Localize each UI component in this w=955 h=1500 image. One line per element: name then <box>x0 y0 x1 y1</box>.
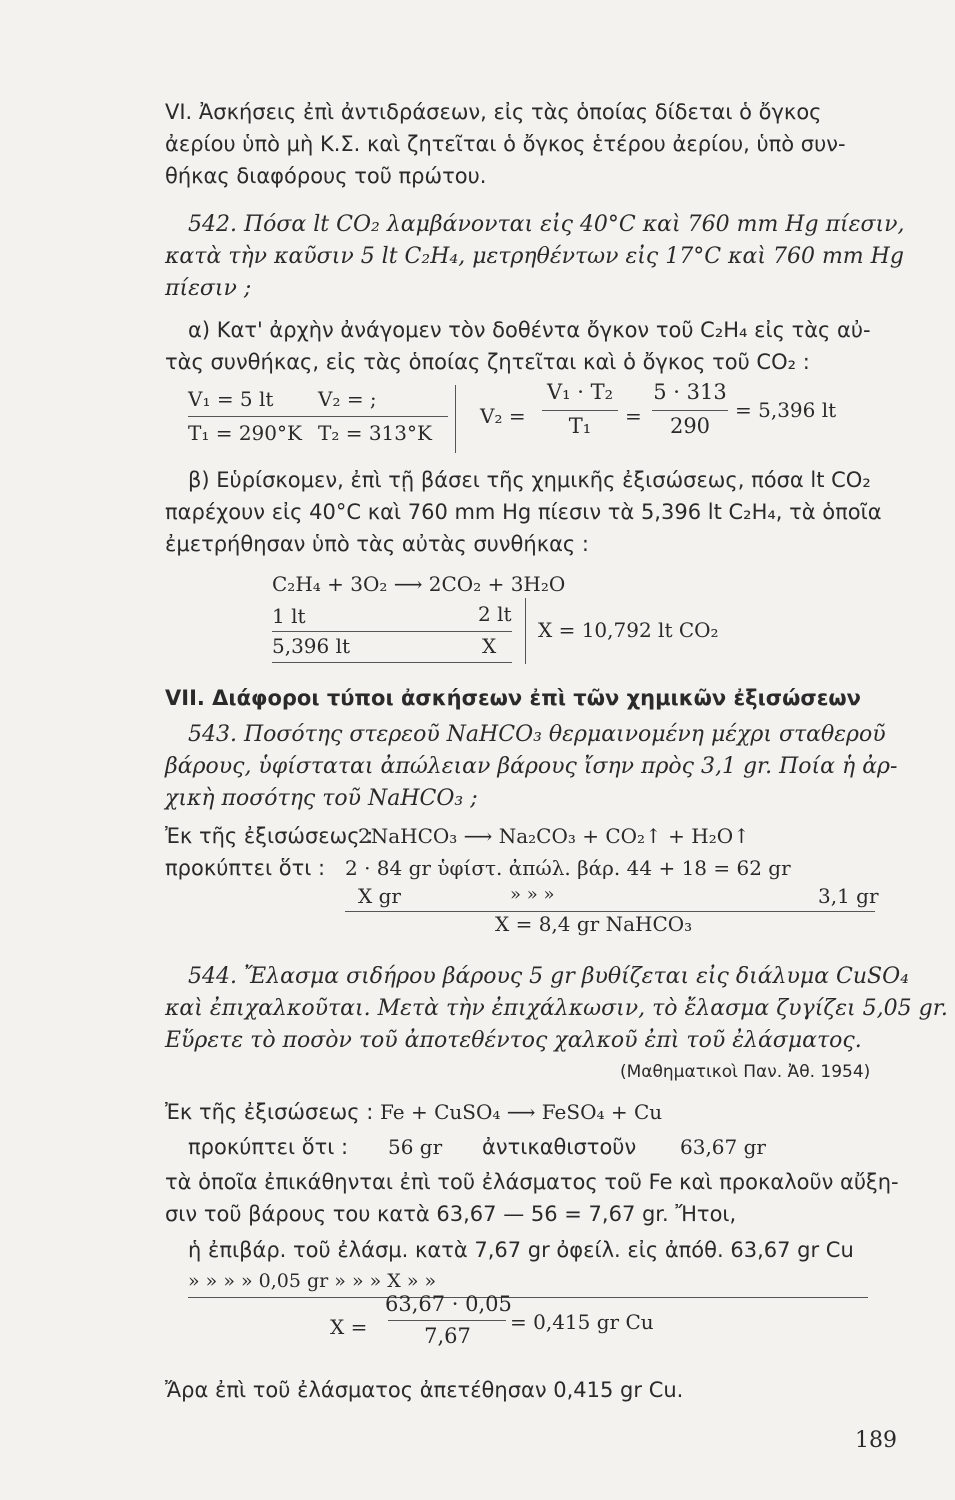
fraction-numerator: V₁ · T₂ <box>546 380 614 404</box>
fraction-bar <box>652 410 728 411</box>
exercise-544-question: καὶ ἐπιχαλκοῦται. Μετὰ τὴν ἐπιχάλκωσιν, τὸ ἔλασμα ζυγίζει 5,05 gr. <box>165 996 948 1021</box>
copper-result: = 0,415 gr Cu <box>510 1310 654 1334</box>
equals-sign: = <box>625 404 642 428</box>
calc-rule <box>188 1297 868 1298</box>
fraction-bar <box>542 410 618 411</box>
section-vi-text: ἀερίου ὑπὸ μὴ Κ.Σ. καὶ ζητεῖται ὁ ὄγκος ἑτέρου ἀερίου, ὑπὸ συν- <box>165 132 846 156</box>
exercise-542-step-b: παρέχουν εἰς 40°C καὶ 760 mm Hg πίεσιν τὰ 5,396 lt C₂H₄, τὰ ὁποῖα <box>165 500 882 524</box>
section-vi-heading: VI. Ἀσκήσεις ἐπὶ ἀντιδράσεων, εἰς τὰς ὁποίας δίδεται ὁ ὄγκος <box>165 100 822 124</box>
exercise-542-step-a: τὰς συνθήκας, εἰς τὰς ὁποίας ζητεῖται καὶ ὁ ὄγκος τοῦ CO₂ : <box>165 350 810 374</box>
decomposition-equation: 2NaHCO₃ ⟶ Na₂CO₃ + CO₂↑ + H₂O↑ <box>358 824 750 848</box>
result-label: προκύπτει ὅτι : <box>188 1135 349 1159</box>
fraction-bar <box>388 1320 506 1321</box>
exercise-542-step-a: α) Κατ' ἀρχὴν ἀνάγομεν τὸν δοθέντα ὄγκον τοῦ C₂H₄ εἰς τὰς αὐ- <box>188 318 871 342</box>
exercise-543-question: 543. Ποσότης στερεοῦ NaHCO₃ θερμαινομένη μέχρι σταθεροῦ <box>188 722 886 747</box>
exercise-source: (Μαθηματικοὶ Παν. Ἀθ. 1954) <box>620 1062 871 1082</box>
replaces-text: ἀντικαθιστοῦν <box>482 1135 637 1159</box>
displacement-equation: Fe + CuSO₄ ⟶ FeSO₄ + Cu <box>380 1100 663 1124</box>
v1-value: V₁ = 5 lt <box>188 387 274 411</box>
exercise-542-question: πίεσιν ; <box>165 276 252 301</box>
ratio-right: 2 lt <box>478 602 512 626</box>
exercise-544-text: ἡ ἐπιβάρ. τοῦ ἐλάσμ. κατὰ 7,67 gr ὀφείλ. εἰς ἀπόθ. 63,67 gr Cu <box>188 1238 854 1262</box>
result-label: προκύπτει ὅτι : <box>165 856 326 880</box>
fraction-denominator: 290 <box>669 414 711 438</box>
exercise-542-step-b: ἐμετρήθησαν ὑπὸ τὰς αὐτὰς συνθήκας : <box>165 532 589 556</box>
equation-label: Ἐκ τῆς ἐξισώσεως : <box>165 824 374 848</box>
ratio-left: 5,396 lt <box>272 634 351 658</box>
gas-law-rule <box>188 416 448 417</box>
ratio-right: X <box>482 634 497 658</box>
row-x: X gr <box>358 884 401 908</box>
page-number: 189 <box>855 1428 897 1453</box>
gas-law-divider <box>455 385 456 453</box>
equation-label: Ἐκ τῆς ἐξισώσεως : <box>165 1100 374 1124</box>
ratio-rule <box>272 662 512 663</box>
final-answer: Ἄρα ἐπὶ τοῦ ἐλάσματος ἀπετέθησαν 0,415 gr Cu. <box>165 1378 684 1402</box>
ratio-left: 1 lt <box>272 604 306 628</box>
t1-value: T₁ = 290°K <box>188 421 302 445</box>
fraction-numerator: 63,67 · 0,05 <box>385 1292 512 1316</box>
iron-mass: 56 gr <box>388 1135 443 1159</box>
nahco3-result: X = 8,4 gr NaHCO₃ <box>495 912 693 936</box>
t2-value: T₂ = 313°K <box>318 421 432 445</box>
fraction-numerator: 5 · 313 <box>653 380 727 404</box>
exercise-544-question: Εὕρετε τὸ ποσὸν τοῦ ἀποτεθέντος χαλκοῦ ἐπὶ τοῦ ἐλάσματος. <box>165 1028 862 1053</box>
section-vii-heading: VII. Διάφοροι τύποι ἀσκήσεων ἐπὶ τῶν χημικῶν ἐξισώσεων <box>165 686 861 710</box>
combustion-reaction: C₂H₄ + 3O₂ ⟶ 2CO₂ + 3H₂O <box>272 572 566 596</box>
section-vi-text: θήκας διαφόρους τοῦ πρώτου. <box>165 164 487 188</box>
volume-result: = 5,396 lt <box>735 398 837 422</box>
mass-relation: 2 · 84 gr ὑφίστ. ἀπώλ. βάρ. 44 + 18 = 62 gr <box>345 856 791 880</box>
co2-result: X = 10,792 lt CO₂ <box>538 618 719 642</box>
exercise-542-step-b: β) Εὑρίσκομεν, ἐπὶ τῇ βάσει τῆς χημικῆς ἐξισώσεως, πόσα lt CO₂ <box>188 468 871 492</box>
v2-equation: V₂ = <box>480 404 526 428</box>
exercise-544-ditto-row: » » » » 0,05 gr » » » X » » <box>188 1270 437 1292</box>
fraction-denominator: T₁ <box>568 414 592 438</box>
copper-mass: 63,67 gr <box>680 1135 766 1159</box>
ratio-divider <box>525 598 526 664</box>
exercise-542-question: 542. Πόσα lt CO₂ λαμβάνονται εἰς 40°C καὶ 760 mm Hg πίεσιν, <box>188 212 905 237</box>
row-ditto: » » » <box>510 884 555 905</box>
x-equation: X = <box>330 1315 368 1339</box>
exercise-543-question: χικὴ ποσότης τοῦ NaHCO₃ ; <box>165 786 478 811</box>
exercise-543-question: βάρους, ὑφίσταται ἀπώλειαν βάρους ἴσην πρὸς 3,1 gr. Ποία ἡ ἀρ- <box>165 754 898 779</box>
exercise-544-text: τὰ ὁποῖα ἐπικάθηνται ἐπὶ τοῦ ἐλάσματος τοῦ Fe καὶ προκαλοῦν αὔξη- <box>165 1170 899 1194</box>
v2-value: V₂ = ; <box>318 387 377 411</box>
ratio-rule <box>272 631 512 632</box>
exercise-542-question: κατὰ τὴν καῦσιν 5 lt C₂H₄, μετρηθέντων εἰς 17°C καὶ 760 mm Hg <box>165 244 904 269</box>
row-loss: 3,1 gr <box>818 884 879 908</box>
fraction-denominator: 7,67 <box>424 1324 471 1348</box>
exercise-544-question: 544. Ἔλασμα σιδήρου βάρους 5 gr βυθίζεται εἰς διάλυμα CuSO₄ <box>188 964 909 989</box>
exercise-544-text: σιν τοῦ βάρους του κατὰ 63,67 — 56 = 7,67 gr. Ἤτοι, <box>165 1202 737 1226</box>
